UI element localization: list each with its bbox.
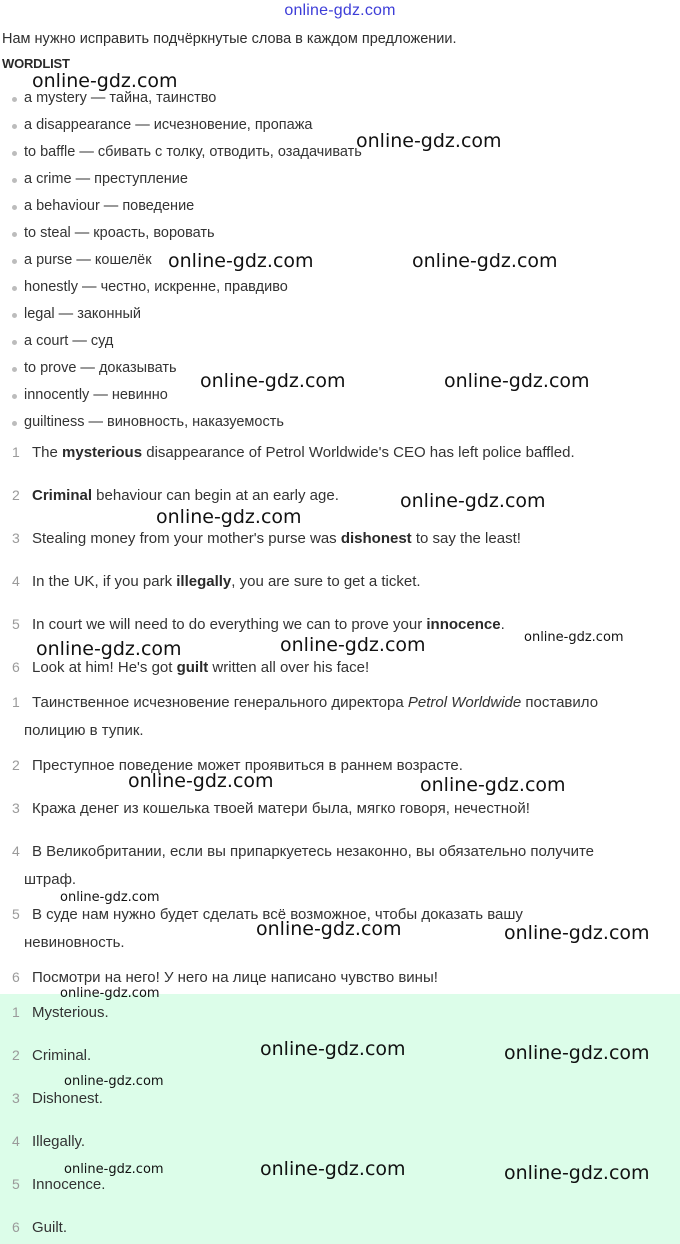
- highlighted-word: illegally: [176, 573, 232, 590]
- item-number: 2: [12, 487, 20, 503]
- item-number: 5: [12, 906, 20, 922]
- watermark: online-gdz.com: [64, 1162, 164, 1177]
- answer-text: Innocence.: [32, 1176, 106, 1193]
- wordlist-item-text: to prove — доказывать: [24, 360, 177, 376]
- item-number: 6: [12, 969, 20, 985]
- watermark: online-gdz.com: [32, 70, 178, 92]
- item-number: 2: [12, 1047, 20, 1063]
- watermark: online-gdz.com: [168, 250, 314, 272]
- item-number: 3: [12, 800, 20, 816]
- item-number: 3: [12, 1090, 20, 1106]
- watermark: online-gdz.com: [420, 774, 566, 796]
- bullet-icon: [12, 340, 17, 345]
- translation-text-continued: невиновность.: [24, 934, 125, 951]
- watermark: online-gdz.com: [256, 918, 402, 940]
- sentence-text: In court we will need to do everything we can to prove your innocence.: [32, 616, 505, 633]
- translation-text-continued: штраф.: [24, 871, 77, 888]
- wordlist-item-text: to baffle — сбивать с толку, отводить, озадачивать: [24, 144, 362, 160]
- item-number: 4: [12, 843, 20, 859]
- translation-text: Кража денег из кошелька твоей матери была, мягко говоря, нечестной!: [32, 800, 530, 817]
- translation-text: В Великобритании, если вы припаркуетесь незаконно, вы обязательно получите: [32, 843, 595, 860]
- watermark: online-gdz.com: [524, 630, 624, 645]
- sentence-text: The mysterious disappearance of Petrol Worldwide's CEO has left police baffled.: [32, 444, 575, 461]
- watermark: online-gdz.com: [36, 638, 182, 660]
- item-number: 1: [12, 444, 20, 460]
- site-header-link[interactable]: online-gdz.com: [284, 2, 396, 19]
- item-number: 5: [12, 616, 20, 632]
- item-number: 1: [12, 1004, 20, 1020]
- bullet-icon: [12, 205, 17, 210]
- answers-panel: [0, 994, 680, 1244]
- watermark: online-gdz.com: [504, 1162, 650, 1184]
- wordlist-item-text: legal — законный: [24, 306, 142, 322]
- bullet-icon: [12, 97, 17, 102]
- wordlist-item-text: innocently — невинно: [24, 387, 168, 403]
- watermark: online-gdz.com: [444, 370, 590, 392]
- highlighted-word: Criminal: [32, 487, 93, 504]
- answer-text: Guilt.: [32, 1219, 68, 1236]
- translation-text: Таинственное исчезновение генерального директора Petrol Worldwide поставило: [32, 694, 599, 711]
- sentence-text: Criminal behaviour can begin at an early age.: [32, 487, 339, 504]
- highlighted-word: guilt: [176, 659, 209, 676]
- translation-text-continued: полицию в тупик.: [24, 722, 144, 739]
- watermark: online-gdz.com: [260, 1158, 406, 1180]
- item-number: 1: [12, 694, 20, 710]
- sentence-text: Look at him! He's got guilt written all over his face!: [32, 659, 370, 676]
- bullet-icon: [12, 259, 17, 264]
- translation-text: В суде нам нужно будет сделать всё возможное, чтобы доказать вашу: [32, 906, 523, 923]
- translation-text: Посмотри на него! У него на лице написано чувство вины!: [32, 969, 438, 986]
- watermark: online-gdz.com: [60, 986, 160, 1001]
- wordlist-item-text: a disappearance — исчезновение, пропажа: [24, 117, 313, 133]
- bullet-icon: [12, 313, 17, 318]
- bullet-icon: [12, 151, 17, 156]
- watermark: online-gdz.com: [64, 1074, 164, 1089]
- answer-text: Mysterious.: [32, 1004, 109, 1021]
- wordlist-item-text: a court — суд: [24, 333, 114, 349]
- item-number: 3: [12, 530, 20, 546]
- watermark: online-gdz.com: [260, 1038, 406, 1060]
- wordlist-item-text: to steal — кроасть, воровать: [24, 225, 215, 241]
- wordlist-item-text: honestly — честно, искренне, правдиво: [24, 279, 288, 295]
- task-instruction: Нам нужно исправить подчёркнутые слова в каждом предложении.: [2, 31, 457, 47]
- highlighted-word: innocence: [426, 616, 501, 633]
- highlighted-word: dishonest: [340, 530, 412, 547]
- bullet-icon: [12, 124, 17, 129]
- watermark: online-gdz.com: [412, 250, 558, 272]
- answer-text: Dishonest.: [32, 1090, 103, 1107]
- bullet-icon: [12, 421, 17, 426]
- item-number: 4: [12, 573, 20, 589]
- wordlist-item-text: a purse — кошелёк: [24, 252, 152, 268]
- item-number: 4: [12, 1133, 20, 1149]
- wordlist-item-text: a behaviour — поведение: [24, 198, 195, 214]
- answer-text: Criminal.: [32, 1047, 92, 1064]
- highlighted-word: mysterious: [62, 444, 143, 461]
- watermark: online-gdz.com: [200, 370, 346, 392]
- watermark: online-gdz.com: [60, 890, 160, 905]
- translation-text: Преступное поведение может проявиться в раннем возрасте.: [32, 757, 463, 774]
- item-number: 6: [12, 1219, 20, 1235]
- bullet-icon: [12, 232, 17, 237]
- watermark: online-gdz.com: [156, 506, 302, 528]
- sentence-text: Stealing money from your mother's purse was dishonest to say the least!: [32, 530, 521, 547]
- sentence-text: In the UK, if you park illegally, you are sure to get a ticket.: [32, 573, 421, 590]
- watermark: online-gdz.com: [128, 770, 274, 792]
- item-number: 2: [12, 757, 20, 773]
- answer-text: Illegally.: [32, 1133, 86, 1150]
- watermark: online-gdz.com: [356, 130, 502, 152]
- wordlist-item-text: a crime — преступление: [24, 171, 188, 187]
- wordlist-item-text: a mystery — тайна, таинство: [24, 90, 217, 106]
- watermark: online-gdz.com: [400, 490, 546, 512]
- bullet-icon: [12, 394, 17, 399]
- watermark: online-gdz.com: [504, 922, 650, 944]
- watermark: online-gdz.com: [280, 634, 426, 656]
- wordlist-item-text: guiltiness — виновность, наказуемость: [24, 414, 284, 430]
- bullet-icon: [12, 178, 17, 183]
- watermark: online-gdz.com: [504, 1042, 650, 1064]
- item-number: 6: [12, 659, 20, 675]
- bullet-icon: [12, 367, 17, 372]
- bullet-icon: [12, 286, 17, 291]
- wordlist-title: WORDLIST: [2, 56, 70, 71]
- company-name: Petrol Worldwide: [407, 694, 522, 711]
- item-number: 5: [12, 1176, 20, 1192]
